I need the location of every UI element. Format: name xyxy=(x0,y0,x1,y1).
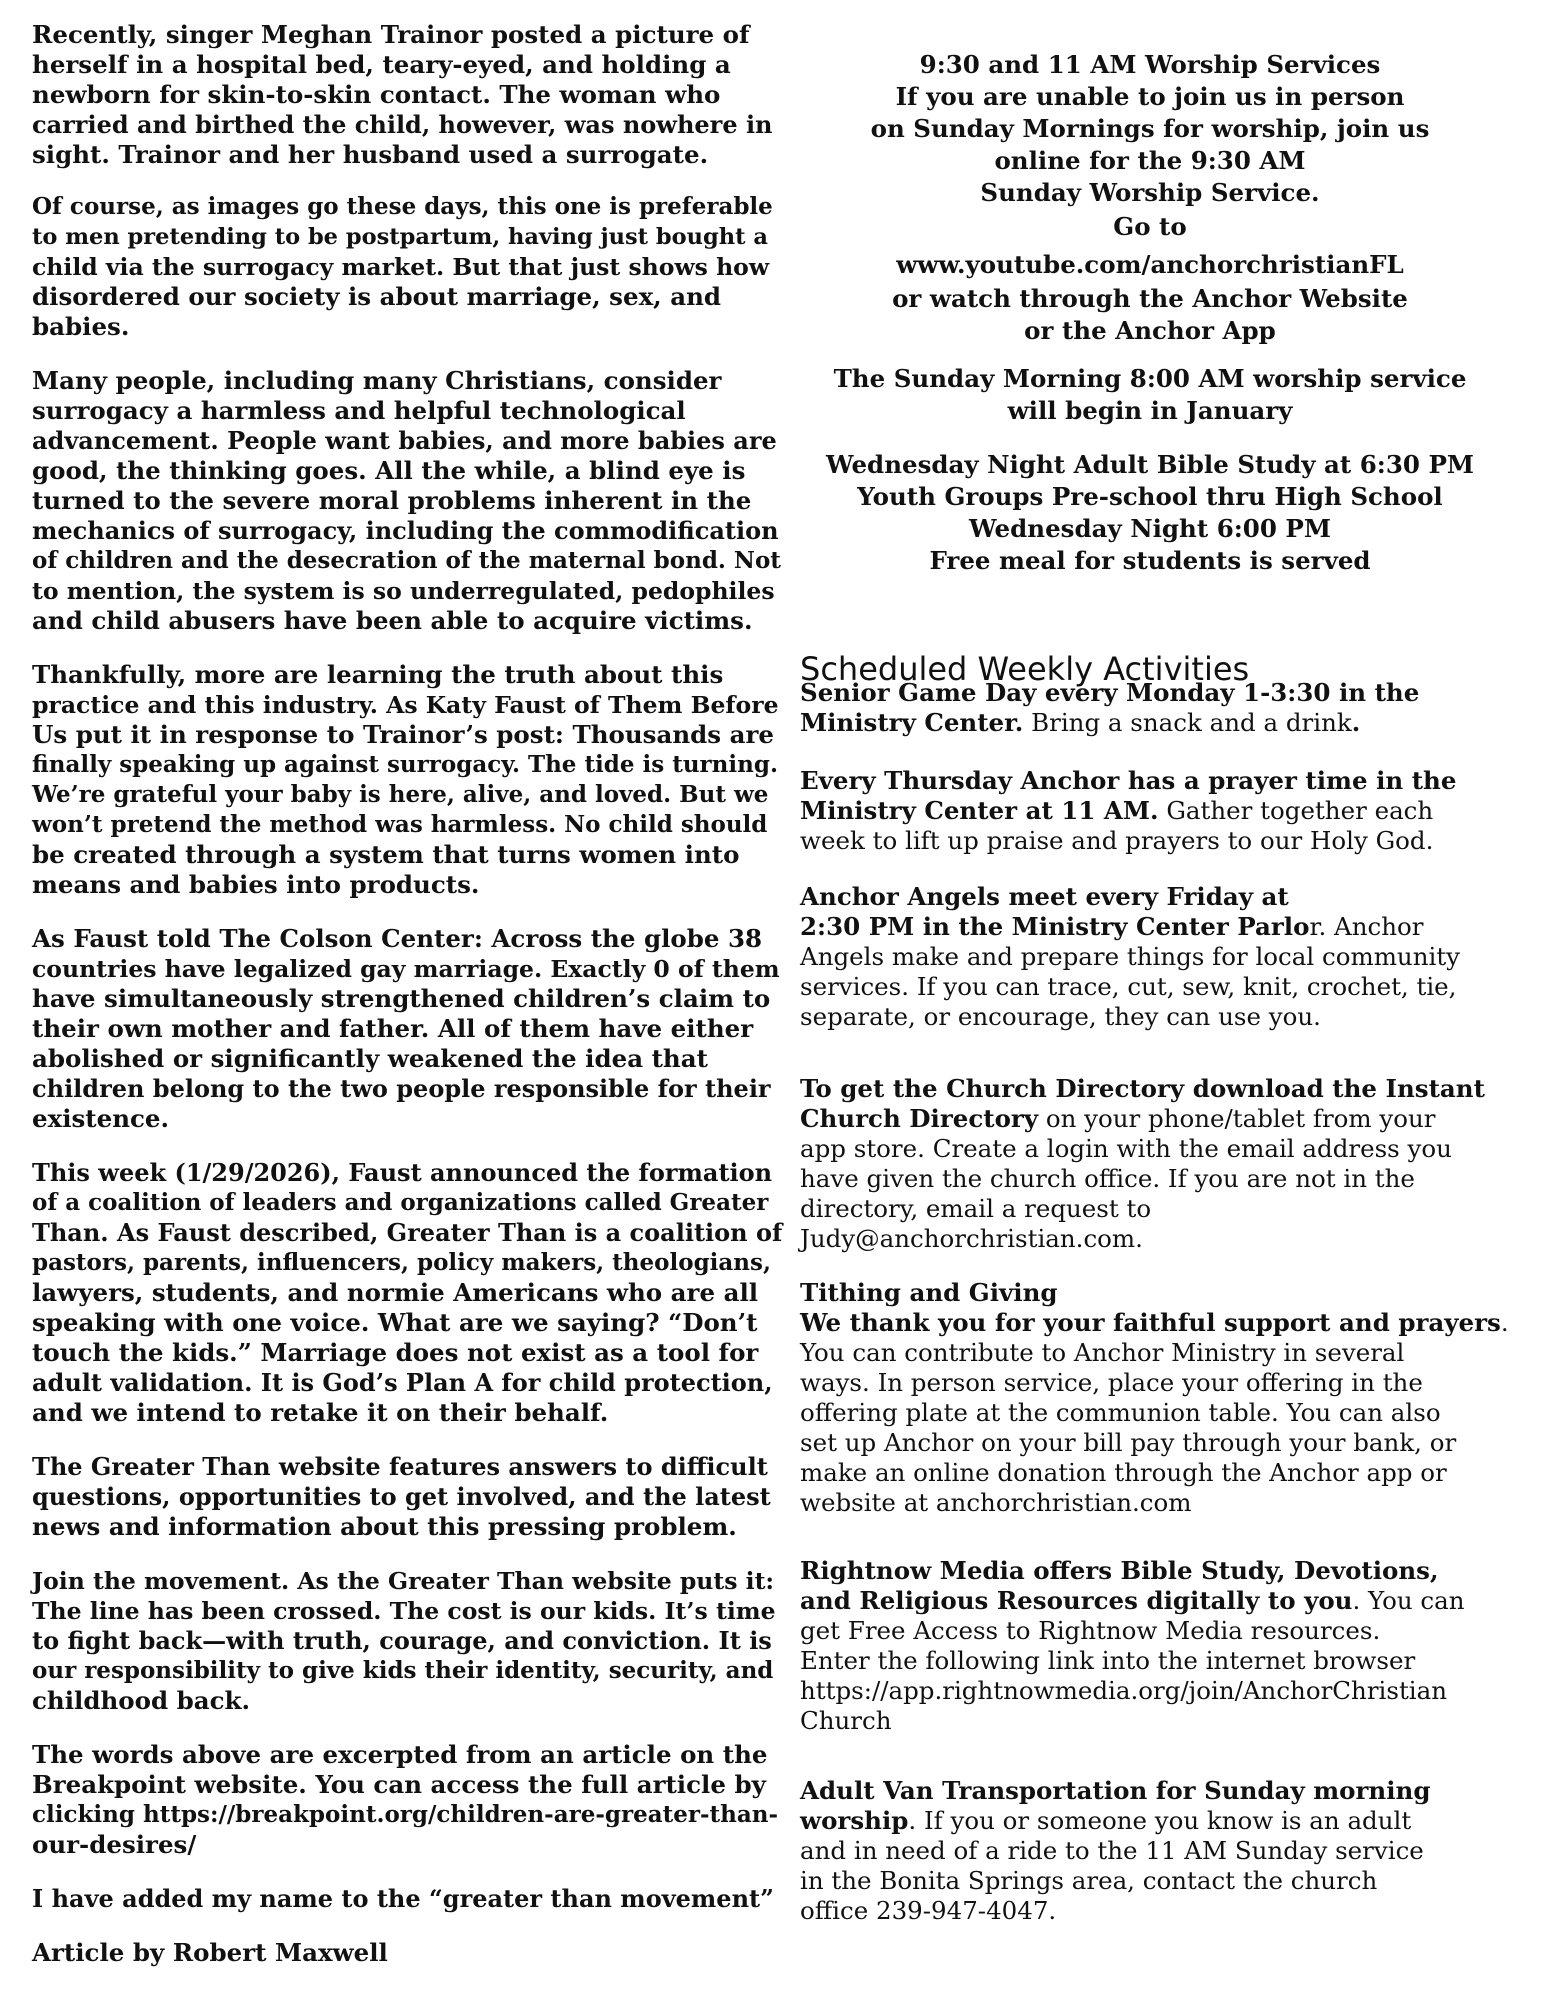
directory-line-2 xyxy=(800,1104,1436,1134)
tithing-line-5: set up Anchor on your bill pay through your bank, or xyxy=(800,1428,1457,1457)
worship-line: or the Anchor App xyxy=(1024,316,1276,345)
article-line: and we intend to retake it on their behalf. xyxy=(32,1398,609,1427)
worship-line: on Sunday Mornings for worship, join us xyxy=(870,114,1430,143)
article-line: Than. As Faust described, Greater Than is a coalition of xyxy=(32,1218,783,1247)
activities-heading: Scheduled Weekly Activities xyxy=(800,649,1250,688)
article-line: We’re grateful your baby is here, alive, and loved. But we xyxy=(32,781,769,808)
article-line: adult validation. It is God’s Plan A for child protection, xyxy=(32,1368,773,1397)
article-line: Join the movement. As the Greater Than website puts it: xyxy=(32,1567,775,1595)
prayer-bold: Ministry Center at 11 AM. xyxy=(800,796,1159,825)
tithing-line-4: offering plate at the communion table. You can also xyxy=(800,1398,1441,1427)
worship-youtube-link: www.youtube.com/anchorchristianFL xyxy=(896,250,1404,279)
article-line: abolished or significantly weakened the idea that xyxy=(32,1044,708,1073)
prayer-text: Gather together each xyxy=(1158,796,1434,825)
senior-text: Bring a snack and a drink xyxy=(1023,708,1352,737)
article-line: to mention, the system is so underregulated, pedophiles xyxy=(32,577,775,605)
prayer-line-3: week to lift up praise and prayers to our Holy God. xyxy=(800,826,1434,855)
article-line: turned to the severe moral problems inherent in the xyxy=(32,486,752,515)
directory-line-1: To get the Church Directory download the Instant xyxy=(800,1074,1485,1103)
article-line: our-desires/ xyxy=(32,1830,197,1859)
wednesday-line: Wednesday Night Adult Bible Study at 6:30 PM xyxy=(825,450,1475,479)
tithing-line-3: ways. In person service, place your offering in the xyxy=(800,1368,1423,1397)
rightnow-line-4: Enter the following link into the internet browser xyxy=(800,1646,1416,1675)
article-line: babies. xyxy=(32,312,130,341)
angels-line-1: Anchor Angels meet every Friday at xyxy=(800,882,1289,911)
angels-line-5: separate, or encourage, they can use you. xyxy=(800,1002,1321,1031)
wednesday-line: Free meal for students is served xyxy=(929,546,1371,575)
van-line-4: in the Bonita Springs area, contact the church xyxy=(800,1866,1378,1895)
directory-line-4: have given the church office. If you are not in the xyxy=(800,1164,1415,1193)
rightnow-bold: and Religious Resources digitally to you xyxy=(800,1586,1353,1615)
article-line: Us put it in response to Trainor’s post: Thousands are xyxy=(32,720,774,749)
article-line: speaking with one voice. What are we saying? “Don’t xyxy=(32,1308,758,1337)
rightnow-line-2 xyxy=(800,1586,1465,1616)
worship-line: Go to xyxy=(1113,212,1187,241)
article-line: mechanics of surrogacy, including the commodification xyxy=(32,516,779,545)
article-line: child via the surrogacy market. But that just shows how xyxy=(32,253,770,281)
senior-bold: Ministry Center. xyxy=(800,708,1024,737)
article-line: countries have legalized gay marriage. Exactly 0 of them xyxy=(32,955,780,983)
article-line: sight. Trainor and her husband used a surrogate. xyxy=(32,140,709,169)
article-line: be created through a system that turns women into xyxy=(32,840,740,869)
directory-line-3: app store. Create a login with the email address you xyxy=(800,1134,1452,1163)
van-text: . If you or someone you know is an adult xyxy=(908,1806,1412,1835)
senior-period: . xyxy=(1351,708,1361,737)
article-line: surrogacy a harmless and helpful technological xyxy=(32,396,686,425)
directory-text: on your phone/tablet from your xyxy=(1038,1104,1436,1133)
article-line: good, the thinking goes. All the while, a blind eye is xyxy=(32,456,746,485)
article-line: have simultaneously strengthened children’s claim to xyxy=(32,984,771,1013)
rightnow-link-end: Church xyxy=(800,1706,892,1735)
article-line: This week (1/29/2026), Faust announced the formation xyxy=(32,1158,773,1187)
rightnow-text: . You can xyxy=(1352,1586,1465,1615)
directory-line-5: directory, email a request to xyxy=(800,1194,1152,1223)
article-line: lawyers, students, and normie Americans who are all xyxy=(32,1278,759,1307)
early-service-line: The Sunday Morning 8:00 AM worship service xyxy=(833,364,1467,393)
tithing-period: . xyxy=(1500,1308,1509,1337)
tithing-bold: We thank you for your faithful support and prayers xyxy=(800,1308,1501,1337)
article-byline: Article by Robert Maxwell xyxy=(32,1938,388,1967)
rightnow-line-1: Rightnow Media offers Bible Study, Devotions, xyxy=(800,1556,1439,1585)
worship-line: or watch through the Anchor Website xyxy=(892,284,1408,313)
tithing-line-2: You can contribute to Anchor Ministry in several xyxy=(800,1338,1405,1367)
article-line: As Faust told The Colson Center: Across the globe 38 xyxy=(32,924,763,953)
article-line: I have added my name to the “greater than movement” xyxy=(32,1884,774,1913)
rightnow-link: https://app.rightnowmedia.org/join/AnchorChristian xyxy=(800,1676,1448,1705)
worship-line: Sunday Worship Service. xyxy=(980,178,1320,207)
article-line: Of course, as images go these days, this one is preferable xyxy=(32,193,773,220)
early-service-line: will begin in January xyxy=(1007,396,1293,425)
angels-line-4: services. If you can trace, cut, sew, knit, crochet, tie, xyxy=(800,972,1457,1001)
senior-line-2 xyxy=(800,708,1360,738)
article-line: to men pretending to be postpartum, having just bought a xyxy=(32,224,768,250)
article-line: clicking https://breakpoint.org/children-are-greater-than- xyxy=(32,1801,779,1828)
article-line: Recently, singer Meghan Trainor posted a picture of xyxy=(32,20,750,49)
article-line: finally speaking up against surrogacy. The tide is turning. xyxy=(32,751,778,778)
wednesday-line: Youth Groups Pre-school thru High School xyxy=(857,482,1443,511)
article-line: children belong to the two people responsible for their xyxy=(32,1074,771,1103)
article-line: pastors, parents, influencers, policy makers, theologians, xyxy=(32,1249,771,1276)
article-line: to fight back—with truth, courage, and conviction. It is xyxy=(32,1626,772,1655)
van-line-2 xyxy=(800,1806,1411,1836)
article-line: carried and birthed the child, however, was nowhere in xyxy=(32,110,773,139)
article-line: won’t pretend the method was harmless. No child should xyxy=(32,811,768,838)
article-line: of a coalition of leaders and organizations called Greater xyxy=(32,1189,769,1216)
prayer-line-2 xyxy=(800,796,1433,826)
tithing-line-6: make an online donation through the Anchor app or xyxy=(800,1458,1447,1487)
article-line: herself in a hospital bed, teary-eyed, and holding a xyxy=(32,50,731,79)
article-line: The Greater Than website features answers to difficult xyxy=(32,1452,768,1481)
angels-line-2 xyxy=(800,912,1423,942)
rightnow-line-3: get Free Access to Rightnow Media resources. xyxy=(800,1616,1381,1645)
article-line: existence. xyxy=(32,1104,170,1133)
article-line: The line has been crossed. The cost is our kids. It’s time xyxy=(32,1597,776,1625)
article-line: childhood back. xyxy=(32,1686,251,1715)
article-line: Breakpoint website. You can access the full article by xyxy=(32,1770,766,1799)
article-line: our responsibility to give kids their identity, security, and xyxy=(32,1657,774,1684)
wednesday-line: Wednesday Night 6:00 PM xyxy=(969,514,1331,543)
article-line: newborn for skin-to-skin contact. The woman who xyxy=(32,80,721,109)
tithing-title: Tithing and Giving xyxy=(800,1278,1058,1307)
article-line: advancement. People want babies, and more babies are xyxy=(32,426,777,455)
angels-bold: 2:30 PM in the Ministry Center Parlo xyxy=(800,912,1310,941)
angels-text: r. Anchor xyxy=(1309,912,1424,941)
directory-bold: Church Directory xyxy=(800,1104,1039,1133)
article-line: touch the kids.” Marriage does not exist as a tool for xyxy=(32,1338,759,1367)
article-line: news and information about this pressing problem. xyxy=(32,1512,737,1541)
article-line: Thankfully, more are learning the truth about this xyxy=(32,660,724,689)
prayer-line-1: Every Thursday Anchor has a prayer time in the xyxy=(800,766,1457,795)
worship-line: online for the 9:30 AM xyxy=(994,146,1306,175)
directory-email: Judy@anchorchristian.com. xyxy=(800,1224,1143,1253)
article-line: practice and this industry. As Katy Faust of Them Before xyxy=(32,691,779,719)
van-line-1: Adult Van Transportation for Sunday morning xyxy=(800,1776,1431,1805)
van-line-5: office 239-947-4047. xyxy=(800,1896,1057,1925)
article-line: their own mother and father. All of them have either xyxy=(32,1014,754,1043)
senior-line-1: Senior Game Day every Monday 1-3:30 in the xyxy=(800,678,1420,707)
article-line: questions, opportunities to get involved, and the latest xyxy=(32,1482,771,1511)
worship-line: If you are unable to join us in person xyxy=(895,82,1405,111)
van-line-3: and in need of a ride to the 11 AM Sunday service xyxy=(800,1836,1424,1865)
worship-line: 9:30 and 11 AM Worship Services xyxy=(919,50,1381,79)
article-line: and child abusers have been able to acquire victims. xyxy=(32,606,753,635)
tithing-line-7: website at anchorchristian.com xyxy=(800,1488,1192,1517)
article-line: of children and the desecration of the maternal bond. Not xyxy=(32,547,781,574)
article-line: Many people, including many Christians, consider xyxy=(32,366,722,395)
article-line: means and babies into products. xyxy=(32,870,480,899)
van-bold: worship xyxy=(800,1806,909,1835)
article-line: disordered our society is about marriage, sex, and xyxy=(32,282,722,311)
angels-line-3: Angels make and prepare things for local community xyxy=(800,942,1461,971)
article-line: The words above are excerpted from an article on the xyxy=(32,1740,768,1769)
tithing-line-1 xyxy=(800,1308,1509,1338)
